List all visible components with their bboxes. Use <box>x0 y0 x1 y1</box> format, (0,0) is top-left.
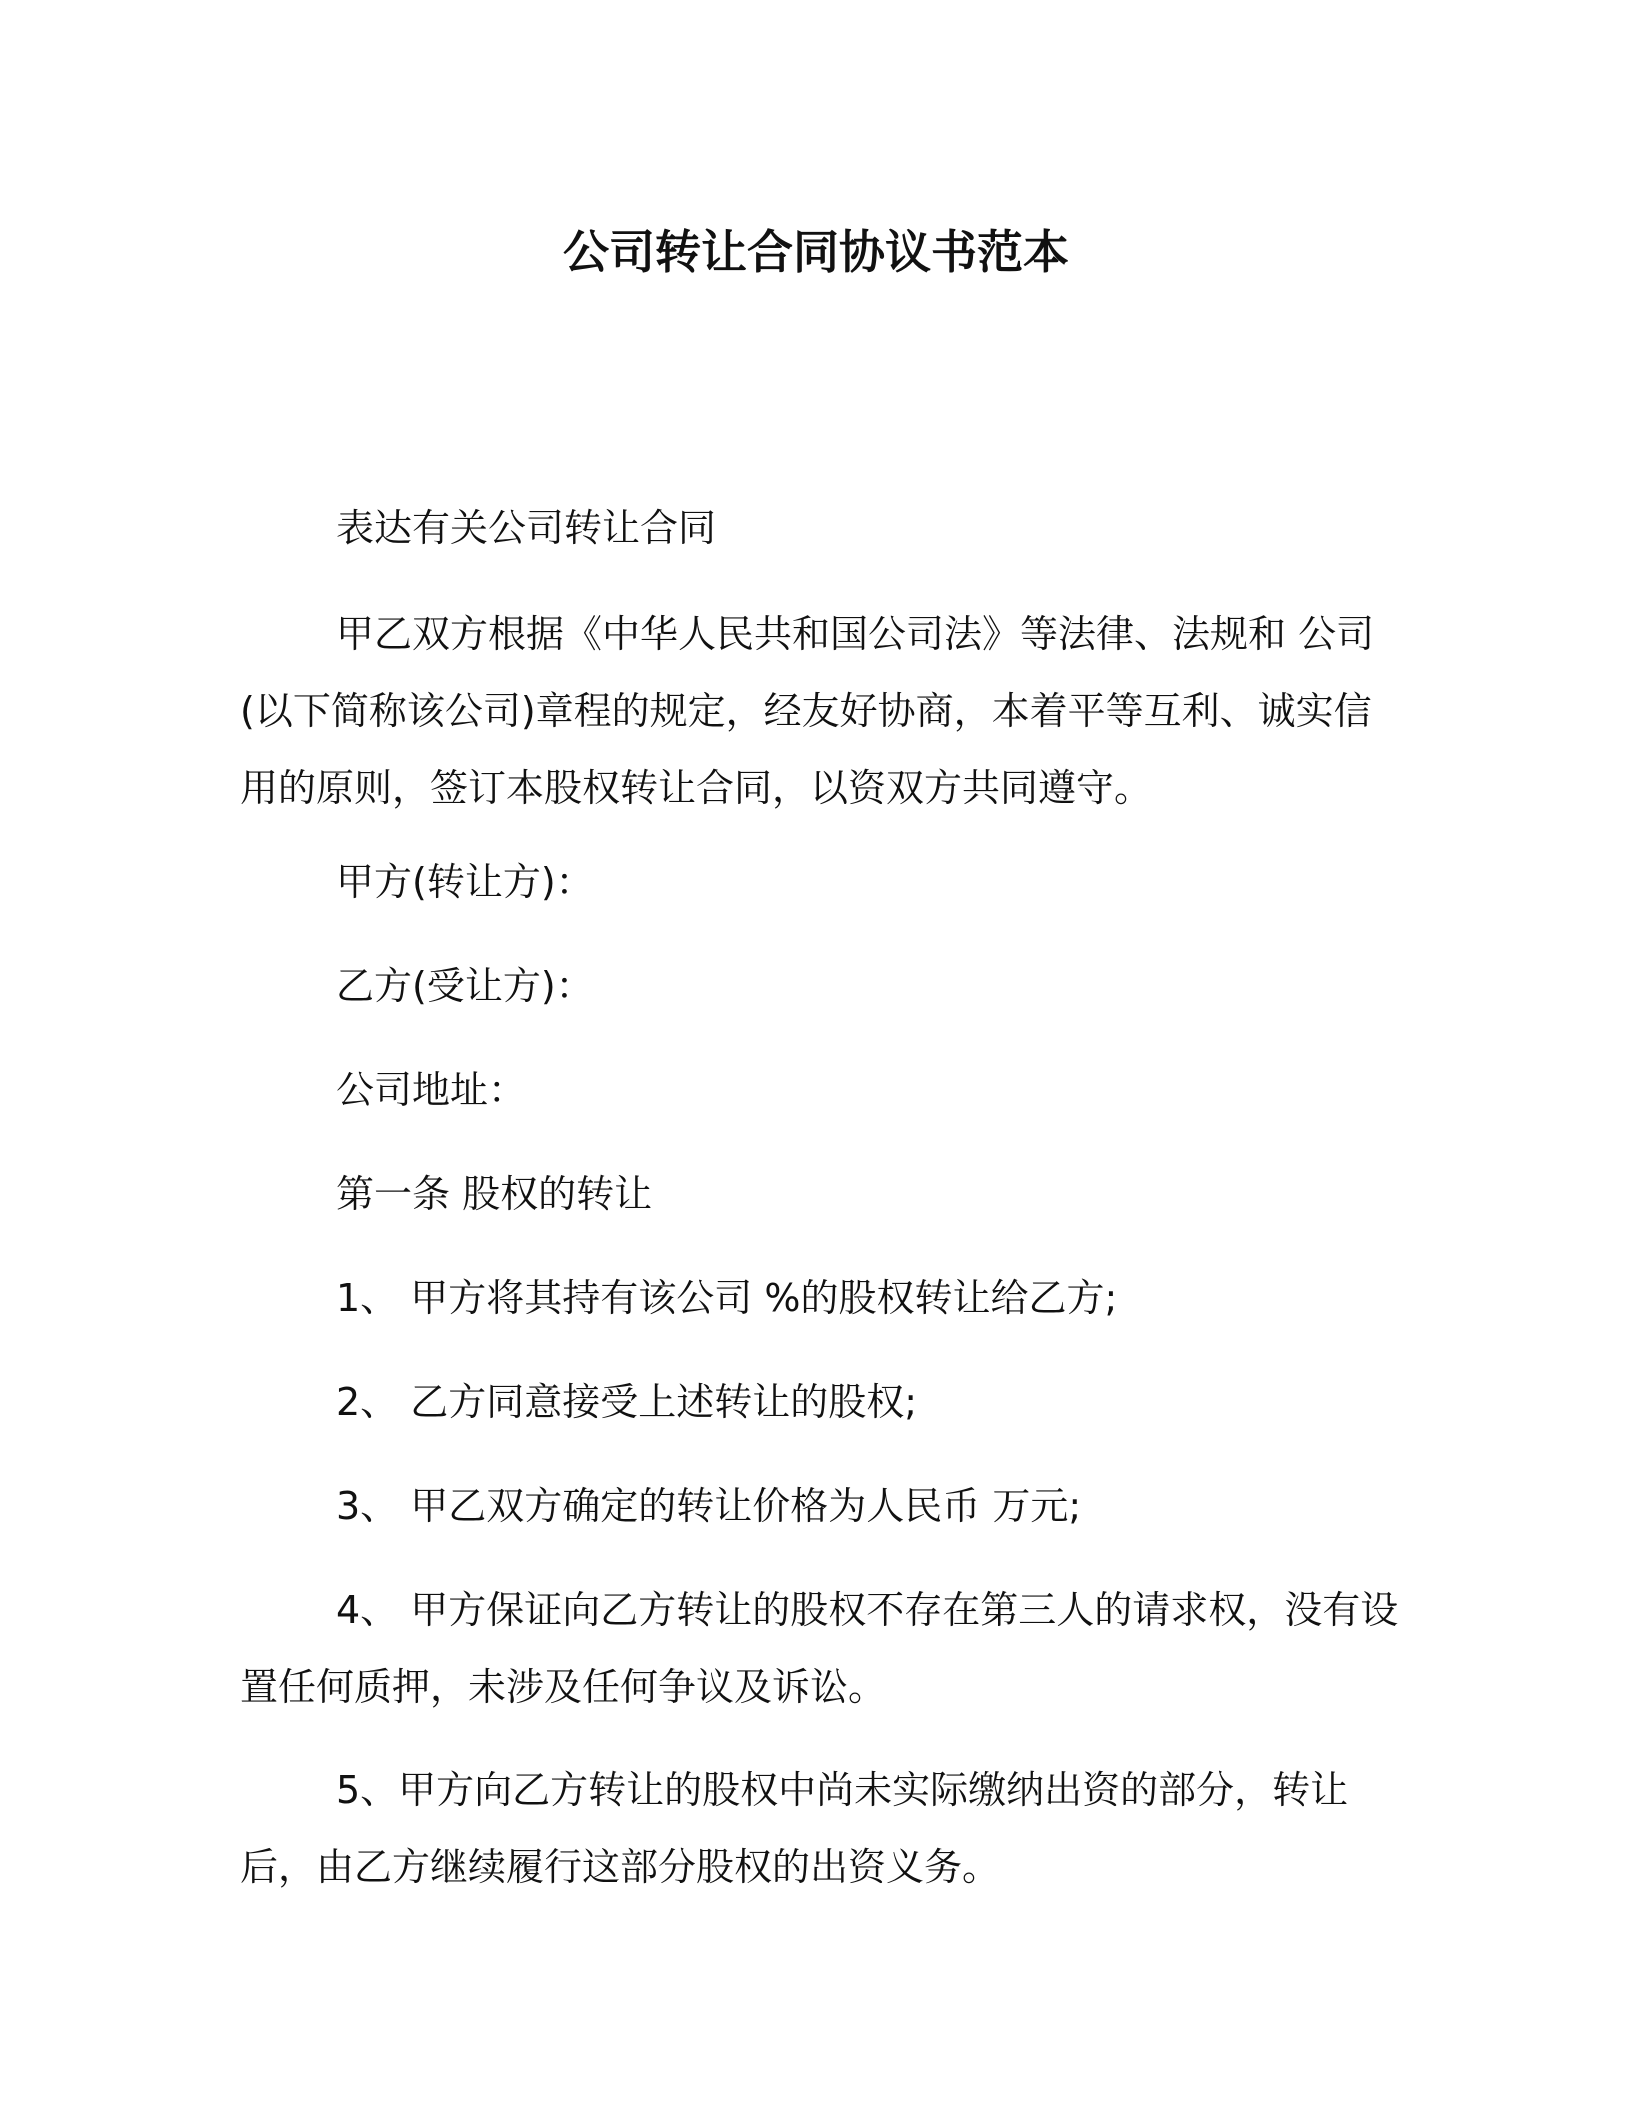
paragraph-intro: 表达有关公司转让合同 <box>336 506 717 550</box>
document-title: 公司转让合同协议书范本 <box>563 225 1069 279</box>
paragraph-article-one: 第一条 股权的转让 <box>336 1172 653 1216</box>
paragraph-preamble: 甲乙双方根据《中华人民共和国公司法》等法律、法规和 公司(以下简称该公司)章程的规定，经友好协商，本着平等互利、诚实信用的原则，签订本股权转让合同，以资双方共同遵守。 <box>240 612 1375 810</box>
paragraph-party-b: 乙方(受让方)： <box>336 964 594 1008</box>
paragraph-clause-1: 1、 甲方将其持有该公司 %的股权转让给乙方; <box>336 1276 1118 1320</box>
paragraph-clause-5: 5、甲方向乙方转让的股权中尚未实际缴纳出资的部分，转让后，由乙方继续履行这部分股权的出资义务。 <box>240 1768 1349 1889</box>
paragraph-clause-3: 3、 甲乙双方确定的转让价格为人民币 万元; <box>336 1484 1082 1528</box>
paragraph-clause-4: 4、 甲方保证向乙方转让的股权不存在第三人的请求权，没有设置任何质押，未涉及任何争议及诉讼。 <box>240 1588 1399 1709</box>
paragraph-company-address: 公司地址： <box>336 1068 527 1112</box>
paragraph-party-a: 甲方(转让方)： <box>336 860 594 904</box>
paragraph-clause-2: 2、 乙方同意接受上述转让的股权; <box>336 1380 918 1424</box>
